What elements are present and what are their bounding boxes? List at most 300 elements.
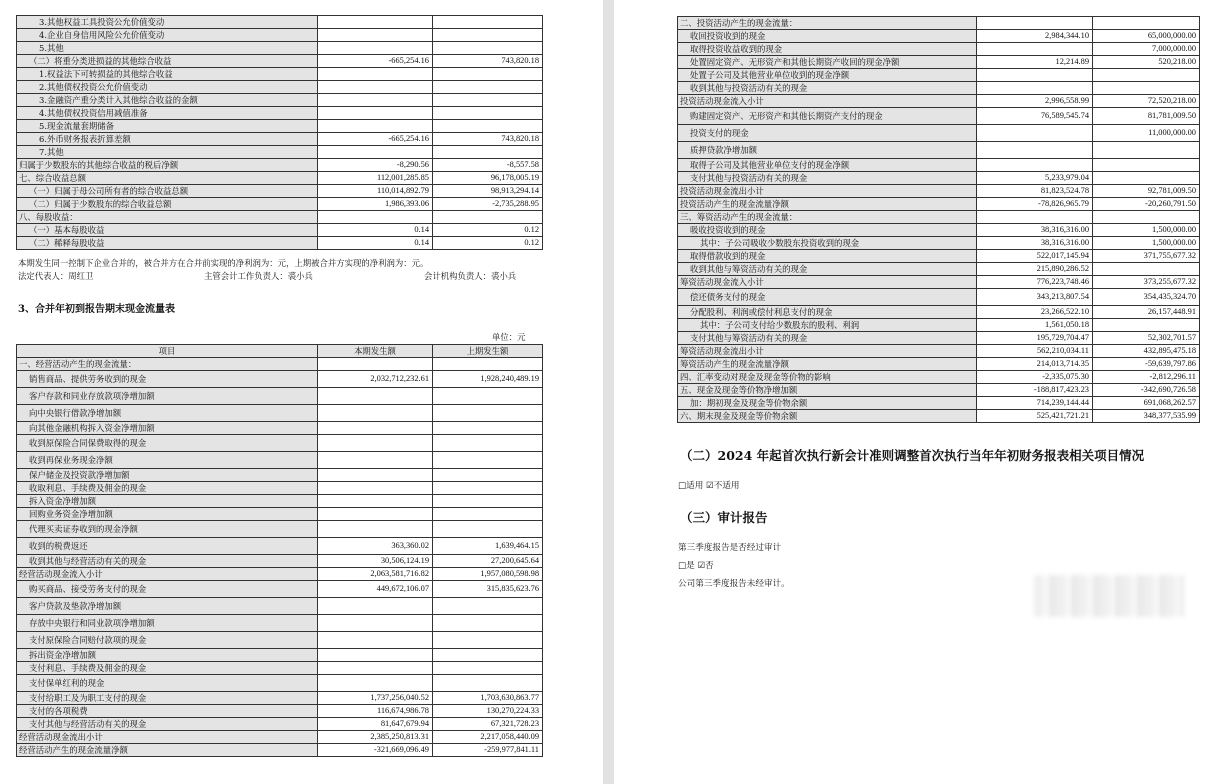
table-row (17, 662, 543, 675)
table-row (17, 568, 543, 581)
audit-question: 第三季度报告是否经过审计 (678, 543, 782, 553)
current-period-value (977, 125, 1093, 142)
row-label: 筹资活动现金流入小计 (678, 276, 977, 289)
heading-new-standards: （二）2024 年起首次执行新会计准则调整首次执行当年年初财务报表相关项目情况 (680, 448, 1145, 463)
prior-period-value (1093, 319, 1200, 332)
row-label: 支付其他与经营活动有关的现金 (17, 718, 318, 731)
row-label: 五、现金及现金等价物净增加额 (678, 384, 977, 397)
table-row (17, 42, 543, 55)
table-row (678, 30, 1200, 43)
accounting-head: 主管会计工作负责人：裘小兵 (204, 271, 313, 281)
prior-period-value (1093, 17, 1200, 30)
row-label: 收到其他与投资活动有关的现金 (678, 82, 977, 95)
current-period-value: 112,001,285.85 (318, 172, 433, 185)
current-period-value: 2,063,581,716.82 (318, 568, 433, 581)
current-period-value: 343,213,807.54 (977, 289, 1093, 306)
table-row (17, 632, 543, 649)
current-period-value: 1,561,050.18 (977, 319, 1093, 332)
prior-period-value: -2,812,296.11 (1093, 371, 1200, 384)
row-label: 经营活动产生的现金流量净额 (17, 744, 318, 757)
table-row (17, 388, 543, 405)
table-row (17, 107, 543, 120)
current-period-value (318, 598, 433, 615)
row-label: 其中：子公司支付给少数股东的股利、利润 (678, 319, 977, 332)
current-period-value (318, 521, 433, 538)
prior-period-value (433, 94, 543, 107)
current-period-value (977, 69, 1093, 82)
table-row (17, 94, 543, 107)
current-period-value: 0.14 (318, 224, 433, 237)
table-row (17, 731, 543, 744)
legal-representative: 法定代表人：周红卫 (18, 271, 94, 281)
row-label: 投资活动产生的现金流量净额 (678, 198, 977, 211)
current-period-value (318, 120, 433, 133)
prior-period-value: 65,000,000.00 (1093, 30, 1200, 43)
page-right (614, 0, 1229, 784)
prior-period-value (1093, 211, 1200, 224)
current-period-value: -78,826,965.79 (977, 198, 1093, 211)
table-row (17, 744, 543, 757)
table-row (17, 133, 543, 146)
table-row (17, 598, 543, 615)
current-period-value (318, 452, 433, 469)
row-label: 4.其他债权投资信用减值准备 (17, 107, 318, 120)
prior-period-value: 67,321,728.23 (433, 718, 543, 731)
row-label: 3.金融资产重分类计入其他综合收益的金额 (17, 94, 318, 107)
row-label: 收回投资收到的现金 (678, 30, 977, 43)
table-row (17, 538, 543, 555)
header-prior-period: 上期发生额 (433, 345, 543, 358)
table-row (17, 495, 543, 508)
current-period-value (318, 675, 433, 692)
row-label: 七、综合收益总额 (17, 172, 318, 185)
prior-period-value: -20,260,791.50 (1093, 198, 1200, 211)
row-label: 吸收投资收到的现金 (678, 224, 977, 237)
table-row (678, 69, 1200, 82)
table-row (17, 159, 543, 172)
row-label: （一）归属于母公司所有者的综合收益总额 (17, 185, 318, 198)
row-label: 客户贷款及垫款净增加额 (17, 598, 318, 615)
current-period-value: 30,506,124.19 (318, 555, 433, 568)
row-label: 向其他金融机构拆入资金净增加额 (17, 422, 318, 435)
row-label: 投资支付的现金 (678, 125, 977, 142)
table-row (17, 581, 543, 598)
prior-period-value (433, 107, 543, 120)
table-row (678, 319, 1200, 332)
row-label: 保户储金及投资款净增加额 (17, 469, 318, 482)
prior-period-value (433, 632, 543, 649)
table-row (678, 224, 1200, 237)
current-period-value (318, 211, 433, 224)
prior-period-value: 371,755,677.32 (1093, 250, 1200, 263)
merger-note: 本期发生同一控制下企业合并的，被合并方在合并前实现的净利润为：元，上期被合并方实现的净利润为：元。 (18, 258, 429, 268)
row-label: 三、筹资活动产生的现金流量： (678, 211, 977, 224)
table-row (17, 508, 543, 521)
prior-period-value: 743,820.18 (433, 133, 543, 146)
row-label: 筹资活动产生的现金流量净额 (678, 358, 977, 371)
current-period-value: 1,986,393.06 (318, 198, 433, 211)
table-row (17, 555, 543, 568)
current-period-value (318, 405, 433, 422)
current-period-value: 449,672,106.07 (318, 581, 433, 598)
current-period-value: 12,214.89 (977, 56, 1093, 69)
table-row (17, 405, 543, 422)
prior-period-value (433, 452, 543, 469)
prior-period-value: 743,820.18 (433, 55, 543, 68)
row-label: 收到的税费返还 (17, 538, 318, 555)
section-title-cash-flow: 3、合并年初到报告期末现金流量表 (18, 304, 175, 315)
current-period-value (977, 17, 1093, 30)
row-label: 6.外币财务报表折算差额 (17, 133, 318, 146)
current-period-value (977, 43, 1093, 56)
current-period-value (318, 508, 433, 521)
prior-period-value: 2,217,058,440.09 (433, 731, 543, 744)
prior-period-value: 96,178,005.19 (433, 172, 543, 185)
prior-period-value (433, 662, 543, 675)
current-period-value: -321,669,096.49 (318, 744, 433, 757)
current-period-value: 215,890,286.52 (977, 263, 1093, 276)
current-period-value (318, 358, 433, 371)
prior-period-value (1093, 159, 1200, 172)
table-row (678, 384, 1200, 397)
table-row (678, 125, 1200, 142)
prior-period-value: 1,639,464.15 (433, 538, 543, 555)
prior-period-value (433, 495, 543, 508)
current-period-value (318, 632, 433, 649)
table-row (17, 358, 543, 371)
prior-period-value: 1,500,000.00 (1093, 237, 1200, 250)
table-row (17, 705, 543, 718)
current-period-value (977, 142, 1093, 159)
table-row (678, 82, 1200, 95)
page-left (0, 0, 603, 784)
row-label: 取得子公司及其他营业单位支付的现金净额 (678, 159, 977, 172)
page-gutter (603, 0, 614, 784)
prior-period-value: 373,255,677.32 (1093, 276, 1200, 289)
prior-period-value (433, 81, 543, 94)
comprehensive-income-table (16, 15, 543, 250)
current-period-value (318, 42, 433, 55)
prior-period-value: -342,690,726.58 (1093, 384, 1200, 397)
unit-label: 单位：元 (492, 332, 526, 342)
prior-period-value (433, 42, 543, 55)
current-period-value: 522,017,145.94 (977, 250, 1093, 263)
current-period-value: 363,360.02 (318, 538, 433, 555)
row-label: 六、期末现金及现金等价物余额 (678, 410, 977, 423)
row-label: 销售商品、提供劳务收到的现金 (17, 371, 318, 388)
row-label: 收到其他与筹资活动有关的现金 (678, 263, 977, 276)
current-period-value: -665,254.16 (318, 133, 433, 146)
table-row (17, 198, 543, 211)
row-label: 支付给职工及为职工支付的现金 (17, 692, 318, 705)
current-period-value: 38,316,316.00 (977, 237, 1093, 250)
current-period-value: 776,223,748.46 (977, 276, 1093, 289)
prior-period-value: -59,639,797.86 (1093, 358, 1200, 371)
table-row (17, 120, 543, 133)
row-label: 投资活动现金流入小计 (678, 95, 977, 108)
header-current-period: 本期发生额 (318, 345, 433, 358)
current-period-value (318, 495, 433, 508)
row-label: 四、汇率变动对现金及现金等价物的影响 (678, 371, 977, 384)
table-row (17, 692, 543, 705)
prior-period-value: 0.12 (433, 224, 543, 237)
table-row (678, 358, 1200, 371)
prior-period-value (433, 146, 543, 159)
current-period-value: -665,254.16 (318, 55, 433, 68)
table-row (17, 482, 543, 495)
table-row (678, 237, 1200, 250)
prior-period-value: 354,435,324.70 (1093, 289, 1200, 306)
prior-period-value (1093, 142, 1200, 159)
current-period-value: 0.14 (318, 237, 433, 250)
table-row (678, 211, 1200, 224)
table-row (17, 185, 543, 198)
table-row (678, 371, 1200, 384)
current-period-value: 525,421,721.21 (977, 410, 1093, 423)
current-period-value: 195,729,704.47 (977, 332, 1093, 345)
prior-period-value (433, 675, 543, 692)
row-label: 处置固定资产、无形资产和其他长期资产收回的现金净额 (678, 56, 977, 69)
table-header-row (17, 345, 543, 358)
prior-period-value (433, 508, 543, 521)
row-label: 拆入资金净增加额 (17, 495, 318, 508)
table-row (17, 81, 543, 94)
row-label: 二、投资活动产生的现金流量： (678, 17, 977, 30)
current-period-value (318, 29, 433, 42)
current-period-value: 562,210,034.11 (977, 345, 1093, 358)
current-period-value (977, 211, 1093, 224)
current-period-value: 116,674,986.78 (318, 705, 433, 718)
applicable-checkbox: □适用 ☑不适用 (678, 481, 740, 491)
prior-period-value: 7,000,000.00 (1093, 43, 1200, 56)
current-period-value (318, 482, 433, 495)
row-label: 支付原保险合同赔付款项的现金 (17, 632, 318, 649)
prior-period-value: 348,377,535.99 (1093, 410, 1200, 423)
row-label: 购买商品、接受劳务支付的现金 (17, 581, 318, 598)
current-period-value: -8,290.56 (318, 159, 433, 172)
row-label: 5.现金流量套期储备 (17, 120, 318, 133)
current-period-value (318, 615, 433, 632)
row-label: 支付的各项税费 (17, 705, 318, 718)
table-row (678, 250, 1200, 263)
row-label: 收到其他与经营活动有关的现金 (17, 555, 318, 568)
current-period-value (318, 68, 433, 81)
row-label: 取得投资收益收到的现金 (678, 43, 977, 56)
row-label: 购建固定资产、无形资产和其他长期资产支付的现金 (678, 108, 977, 125)
prior-period-value (433, 211, 543, 224)
table-row (678, 198, 1200, 211)
table-row (678, 56, 1200, 69)
row-label: 7.其他 (17, 146, 318, 159)
prior-period-value: 0.12 (433, 237, 543, 250)
table-row (678, 263, 1200, 276)
row-label: 支付其他与投资活动有关的现金 (678, 172, 977, 185)
current-period-value (318, 388, 433, 405)
row-label: 拆出资金净增加额 (17, 649, 318, 662)
prior-period-value: 27,200,645.64 (433, 555, 543, 568)
row-label: 取得借款收到的现金 (678, 250, 977, 263)
table-row (678, 410, 1200, 423)
cash-flow-table-operating (16, 344, 543, 757)
current-period-value (318, 469, 433, 482)
row-label: 支付其他与筹资活动有关的现金 (678, 332, 977, 345)
table-row (17, 422, 543, 435)
prior-period-value (433, 435, 543, 452)
current-period-value (318, 81, 433, 94)
prior-period-value: 315,835,623.76 (433, 581, 543, 598)
row-label: 向中央银行借款净增加额 (17, 405, 318, 422)
current-period-value: 110,014,892.79 (318, 185, 433, 198)
prior-period-value: 432,895,475.18 (1093, 345, 1200, 358)
table-row (17, 521, 543, 538)
prior-period-value (433, 598, 543, 615)
table-row (17, 649, 543, 662)
table-row (678, 159, 1200, 172)
row-label: 2.其他债权投资公允价值变动 (17, 81, 318, 94)
row-label: 回购业务资金净增加额 (17, 508, 318, 521)
table-row (17, 718, 543, 731)
current-period-value (977, 82, 1093, 95)
row-label: 支付利息、手续费及佣金的现金 (17, 662, 318, 675)
table-row (17, 172, 543, 185)
row-label: 收到原保险合同保费取得的现金 (17, 435, 318, 452)
prior-period-value (1093, 263, 1200, 276)
table-row (678, 142, 1200, 159)
table-row (17, 675, 543, 692)
table-row (17, 55, 543, 68)
prior-period-value (433, 388, 543, 405)
table-row (678, 306, 1200, 319)
row-label: 投资活动现金流出小计 (678, 185, 977, 198)
row-label: 偿还债务支付的现金 (678, 289, 977, 306)
current-period-value (318, 435, 433, 452)
current-period-value (977, 159, 1093, 172)
table-row (678, 43, 1200, 56)
row-label: 存放中央银行和同业款项净增加额 (17, 615, 318, 632)
table-row (678, 276, 1200, 289)
row-label: 代理买卖证券收到的现金净额 (17, 521, 318, 538)
row-label: （一）基本每股收益 (17, 224, 318, 237)
blurred-watermark (1034, 575, 1184, 617)
current-period-value: -2,335,075.30 (977, 371, 1093, 384)
table-row (17, 371, 543, 388)
row-label: 1.权益法下可转损益的其他综合收益 (17, 68, 318, 81)
current-period-value: 2,996,558.99 (977, 95, 1093, 108)
row-label: 一、经营活动产生的现金流量： (17, 358, 318, 371)
heading-audit-report: （三）审计报告 (680, 510, 768, 525)
table-row (678, 289, 1200, 306)
row-label: 收取利息、手续费及佣金的现金 (17, 482, 318, 495)
current-period-value: 2,032,712,232.61 (318, 371, 433, 388)
current-period-value: 23,266,522.10 (977, 306, 1093, 319)
prior-period-value (433, 482, 543, 495)
row-label: 处置子公司及其他营业单位收到的现金净额 (678, 69, 977, 82)
current-period-value: 81,823,524.78 (977, 185, 1093, 198)
prior-period-value (433, 422, 543, 435)
current-period-value: 2,385,250,813.31 (318, 731, 433, 744)
table-row (678, 397, 1200, 410)
row-label: 客户存款和同业存放款项净增加额 (17, 388, 318, 405)
prior-period-value (1093, 172, 1200, 185)
row-label: （二）归属于少数股东的综合收益总额 (17, 198, 318, 211)
prior-period-value: 92,781,009.50 (1093, 185, 1200, 198)
prior-period-value: 52,302,701.57 (1093, 332, 1200, 345)
prior-period-value: 81,781,009.50 (1093, 108, 1200, 125)
row-label: 支付保单红利的现金 (17, 675, 318, 692)
audit-answer: □是 ☑否 (678, 561, 714, 571)
table-row (678, 185, 1200, 198)
prior-period-value: 1,703,630,863.77 (433, 692, 543, 705)
row-label: 加：期初现金及现金等价物余额 (678, 397, 977, 410)
table-row (678, 17, 1200, 30)
table-row (17, 68, 543, 81)
prior-period-value: 26,157,448.91 (1093, 306, 1200, 319)
row-label: 八、每股收益： (17, 211, 318, 224)
current-period-value (318, 662, 433, 675)
prior-period-value: 11,000,000.00 (1093, 125, 1200, 142)
table-row (17, 452, 543, 469)
row-label: 经营活动现金流出小计 (17, 731, 318, 744)
prior-period-value: 98,913,294.14 (433, 185, 543, 198)
table-row (17, 224, 543, 237)
row-label: 质押贷款净增加额 (678, 142, 977, 159)
prior-period-value: 130,270,224.33 (433, 705, 543, 718)
prior-period-value: 520,218.00 (1093, 56, 1200, 69)
current-period-value (318, 146, 433, 159)
row-label: 经营活动现金流入小计 (17, 568, 318, 581)
row-label: （二）稀释每股收益 (17, 237, 318, 250)
current-period-value (318, 422, 433, 435)
header-item: 项目 (17, 345, 318, 358)
table-row (678, 345, 1200, 358)
prior-period-value (433, 16, 543, 29)
table-row (17, 615, 543, 632)
current-period-value: 5,233,979.04 (977, 172, 1093, 185)
prior-period-value (433, 469, 543, 482)
current-period-value: 214,013,714.35 (977, 358, 1093, 371)
table-row (678, 332, 1200, 345)
current-period-value: 81,647,679.94 (318, 718, 433, 731)
prior-period-value: 691,068,262.57 (1093, 397, 1200, 410)
prior-period-value: 1,928,240,489.19 (433, 371, 543, 388)
current-period-value: 1,737,256,040.52 (318, 692, 433, 705)
row-label: 分配股利、利润或偿付利息支付的现金 (678, 306, 977, 319)
row-label: 收到再保业务现金净额 (17, 452, 318, 469)
prior-period-value (1093, 82, 1200, 95)
row-label: （二）将重分类进损益的其他综合收益 (17, 55, 318, 68)
row-label: 5.其他 (17, 42, 318, 55)
current-period-value (318, 107, 433, 120)
accounting-org-head: 会计机构负责人：裘小兵 (424, 271, 517, 281)
prior-period-value: 1,500,000.00 (1093, 224, 1200, 237)
prior-period-value (433, 405, 543, 422)
prior-period-value (433, 615, 543, 632)
prior-period-value (433, 521, 543, 538)
prior-period-value (1093, 69, 1200, 82)
prior-period-value (433, 29, 543, 42)
prior-period-value: -259,977,841.11 (433, 744, 543, 757)
current-period-value: 714,239,144.44 (977, 397, 1093, 410)
row-label: 归属于少数股东的其他综合收益的税后净额 (17, 159, 318, 172)
current-period-value: -188,817,423.23 (977, 384, 1093, 397)
row-label: 4.企业自身信用风险公允价值变动 (17, 29, 318, 42)
prior-period-value (433, 120, 543, 133)
prior-period-value (433, 358, 543, 371)
prior-period-value: -2,735,288.95 (433, 198, 543, 211)
current-period-value (318, 16, 433, 29)
table-row (17, 211, 543, 224)
cash-flow-table-investing-financing (677, 16, 1200, 423)
